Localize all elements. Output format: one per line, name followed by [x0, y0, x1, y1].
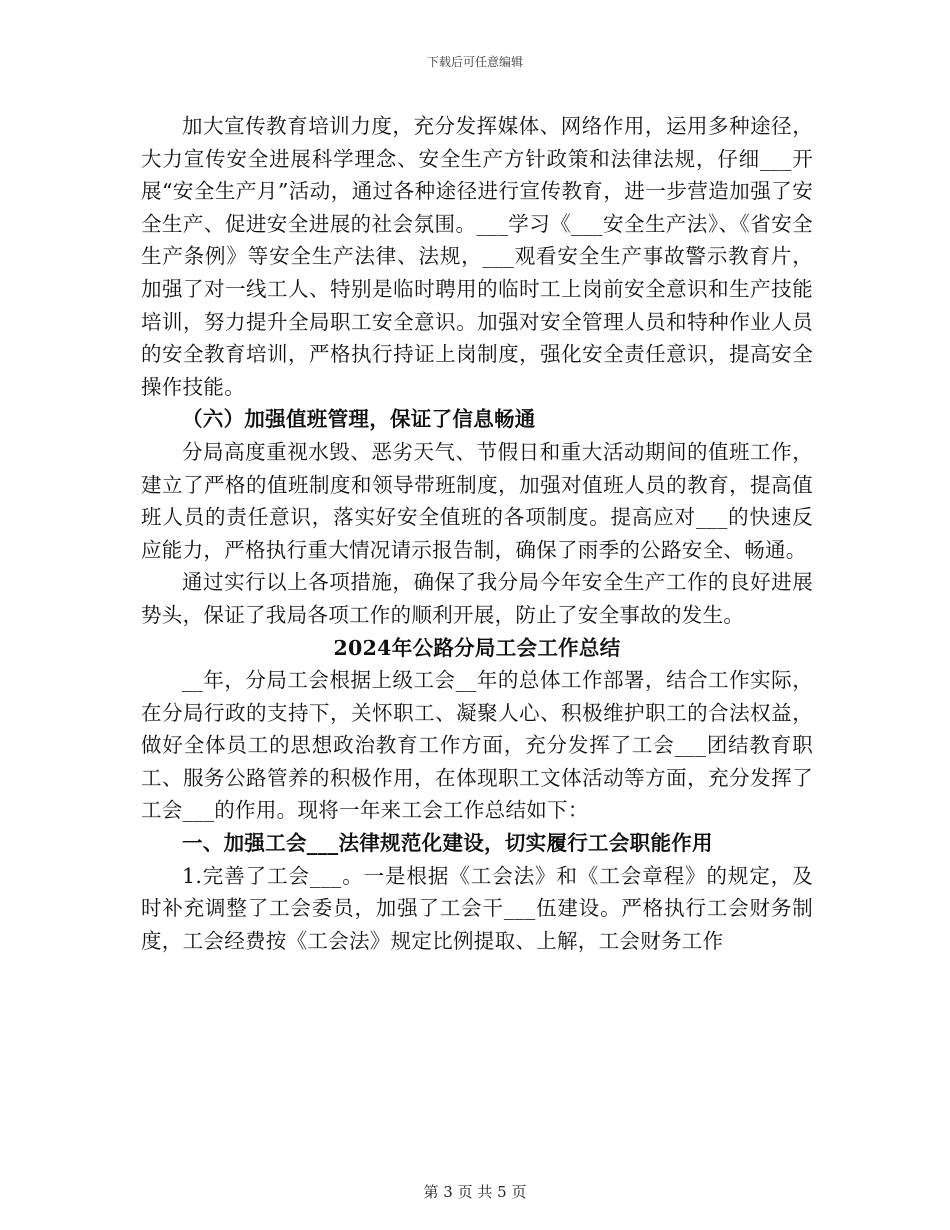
paragraph-safety-education: 加大宣传教育培训力度，充分发挥媒体、网络作用，运用多种途径，大力宣传安全进展科学理念、安全生产方针政策和法律法规，仔细___开展“安全生产月”活动，通过各种途径进行宣传教育，进一步营造加强了安全生产、促进安全进展的社会氛围。___学习《___安全生产法》、《省安全生产条例》等安全生产法律、法规，___观看安全生产事故警示教育片，加强了对一线工人、特别是临时聘用的临时工上岗前安全意识和生产技能培训，努力提升全局职工安全意识。加强对安全管理人员和特种作业人员的安全教育培训，严格执行持证上岗制度，强化安全责任意识，提高安全操作技能。 — [141, 114, 813, 399]
page-header: 下载后可任意编辑 — [426, 55, 523, 69]
paragraph-union-intro: __年，分局工会根据上级工会__年的总体工作部署，结合工作实际，在分局行政的支持下，关怀职工、凝聚人心、积极维护职工的合法权益，做好全体员工的思想政治教育工作方面，充分发挥了工会___团结教育职工、服务公路管养的积极作用，在体现职工文体活动等方面，充分发挥了工会___的作用。现将一年来工会工作总结如下： — [141, 668, 813, 823]
paragraph-union-organization: 1.完善了工会___。一是根据《工会法》和《工会章程》的规定，及时补充调整了工会委员，加强了工会干___伍建设。严格执行工会财务制度，工会经费按《工会法》规定比例提取、上解，工会财务工作 — [141, 863, 813, 953]
document-body — [141, 110, 813, 957]
section-heading-union-law: 一、加强工会___法律规范化建设，切实履行工会职能作用 — [182, 831, 713, 856]
section-heading-duty: （六）加强值班管理，保证了信息畅通 — [182, 407, 536, 432]
paragraph-duty-management: 分局高度重视水毁、恶劣天气、节假日和重大活动期间的值班工作，建立了严格的值班制度和领导带班制度，加强对值班人员的教育，提高值班人员的责任意识，落实好安全值班的各项制度。提高应对___的快速反应能力，严格执行重大情况请示报告制，确保了雨季的公路安全、畅通。 — [141, 439, 813, 562]
page-footer: 第 3 页 共 5 页 — [423, 1183, 527, 1201]
paragraph-conclusion: 通过实行以上各项措施，确保了我分局今年安全生产工作的良好进展势头，保证了我局各项工作的顺利开展，防止了安全事故的发生。 — [141, 570, 813, 627]
document-title: 2024年公路分局工会工作总结 — [333, 635, 621, 660]
